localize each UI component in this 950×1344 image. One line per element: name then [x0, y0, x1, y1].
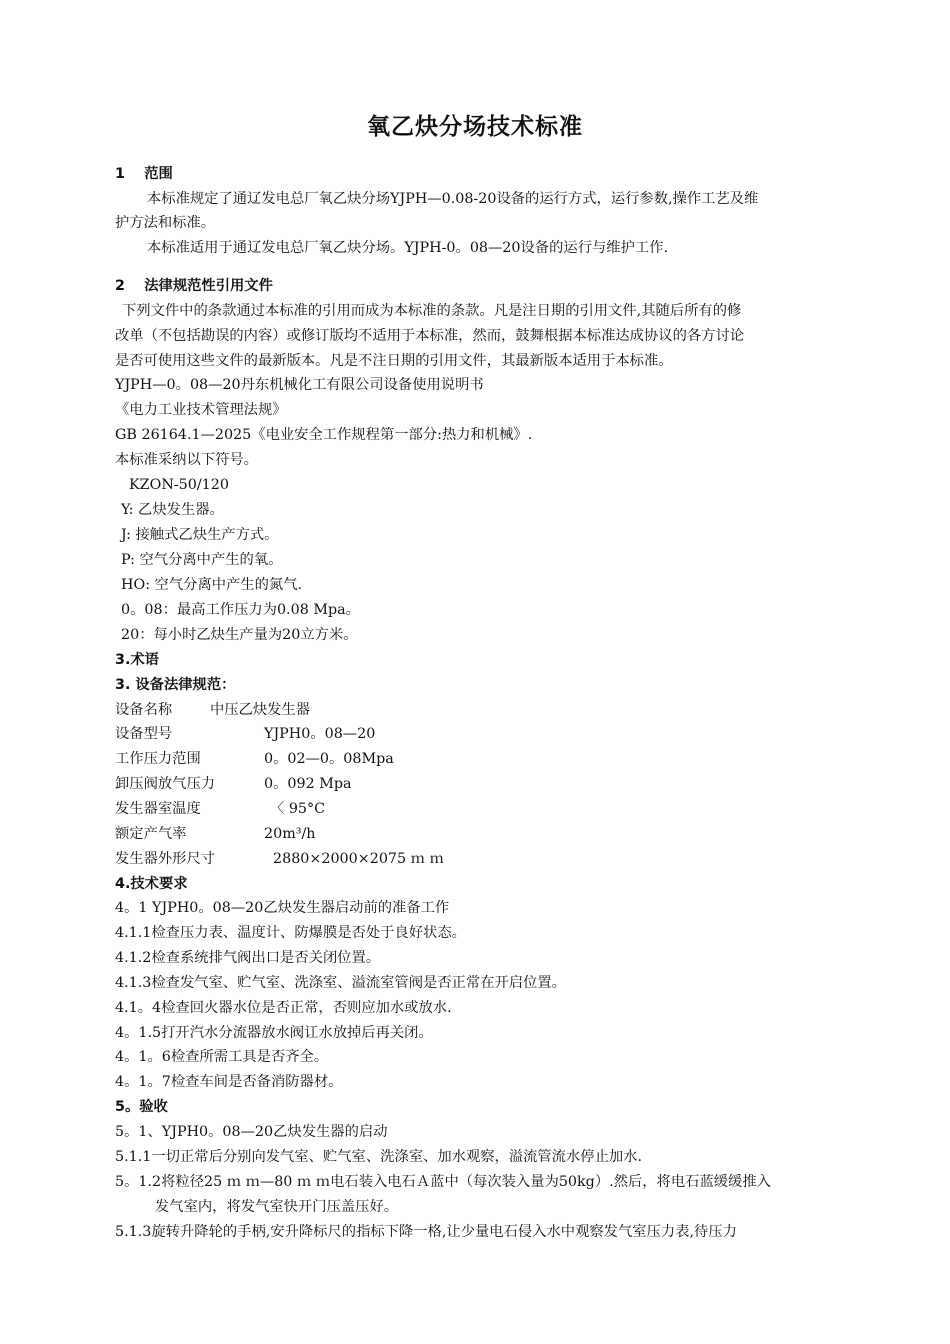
section-2-heading: 2 法律规范性引用文件: [115, 278, 273, 294]
requirement-item: 4。1。7检查车间是否备消防器材。: [115, 1074, 343, 1090]
acceptance-item-2: 5.1.1一切正常后分别向发气室、贮气室、洗涤室、加水观察，溢流管流水停止加水.: [115, 1149, 643, 1165]
spec-value: 2880×2000×2075 ｍ ｍ: [273, 851, 444, 867]
spec-row-pressure-range: [115, 747, 865, 772]
spec-value: 〈 95°C: [270, 801, 326, 817]
section-2-paragraph-line-2: 改单（不包括勘误的内容）或修订版均不适用于本标准，然而，鼓舞根据本标准达成协议的各方讨论: [115, 328, 745, 344]
spec-label: 发生器外形尺寸: [115, 851, 216, 867]
spec-row-name: [115, 698, 865, 723]
acceptance-item-4: 5.1.3旋转升降轮的手柄,安升降标尺的指标下降一格,让少量电石侵入水中观察发气室压力表,待压力: [115, 1224, 737, 1240]
symbol-008: 0。08：最高工作压力为0.08 Mpa。: [121, 602, 360, 618]
symbols-intro: 本标准采纳以下符号。: [115, 452, 258, 468]
acceptance-item-1: 5。1、YJPH0。08—20乙炔发生器的启动: [115, 1124, 388, 1140]
spec-label: 发生器室温度: [115, 801, 201, 817]
requirement-item: 4。1 YJPH0。08—20乙炔发生器启动前的准备工作: [115, 900, 450, 916]
section-5-heading: 5。验收: [115, 1099, 168, 1115]
spec-label: 额定产气率: [115, 826, 187, 842]
spec-row-room-temperature: [115, 797, 865, 822]
requirement-item: 4.1.1检查压力表、温度计、防爆膜是否处于良好状态。: [115, 925, 466, 941]
symbol-20: 20：每小时乙炔生产量为20立方米。: [121, 627, 358, 643]
spec-row-relief-pressure: [115, 772, 865, 797]
symbol-ho: HO: 空气分离中产生的氮气.: [121, 577, 303, 593]
section-1-paragraph-1-line-2: 护方法和标准。: [115, 215, 216, 231]
acceptance-item-3-line-2: 发气室内，将发气室快开门压盖压好。: [155, 1199, 399, 1215]
spec-row-model: [115, 722, 865, 747]
section-4-heading: 4.技术要求: [115, 876, 188, 892]
symbol-p: P: 空气分离中产生的氧。: [121, 552, 283, 568]
section-2-paragraph-line-1: 下列文件中的条款通过本标准的引用而成为本标准的条款。凡是注日期的引用文件,其随后所有的修: [122, 303, 742, 319]
section-1-paragraph-2: 本标准适用于通辽发电总厂氧乙炔分场。YJPH-0。08—20设备的运行与维护工作.: [147, 240, 669, 256]
spec-label: 工作压力范围: [115, 751, 201, 767]
spec-value: 20m³/h: [264, 826, 316, 842]
document-title: 氧乙炔分场技术标准: [367, 114, 583, 140]
spec-row-dimensions: [115, 847, 865, 872]
spec-label: 卸压阀放气压力: [115, 776, 216, 792]
symbol-model-code: KZON-50/120: [129, 477, 229, 493]
section-3-spec-heading: 3. 设备法律规范：: [115, 677, 236, 693]
reference-1: YJPH—0。08—20丹东机械化工有限公司设备使用说明书: [115, 377, 484, 393]
acceptance-item-3-line-1: 5。1.2将粒径25 ｍ ｍ—80 ｍ ｍ电石装入电石Ａ蓝中（每次装入量为50kg）.然后，将电石蓝缓缓推入: [115, 1174, 771, 1190]
spec-row-gas-rate: [115, 822, 865, 847]
requirement-item: 4.1。4检查回火器水位是否正常，否则应加水或放水.: [115, 1000, 452, 1016]
section-3-heading: 3.术语: [115, 652, 159, 668]
reference-2: 《电力工业技术管理法规》: [115, 402, 287, 418]
reference-3: GB 26164.1—2025《电业安全工作规程第一部分:热力和机械》.: [115, 427, 533, 443]
section-2-paragraph-line-3: 是否可使用这些文件的最新版本。凡是不注日期的引用文件，其最新版本适用于本标准。: [115, 353, 673, 369]
spec-value: YJPH0。08—20: [264, 726, 376, 742]
spec-value: 0。02—0。08Mpa: [264, 751, 394, 767]
spec-value: 0。092 Mpa: [264, 776, 352, 792]
symbol-j: J: 接触式乙炔生产方式。: [121, 527, 279, 543]
spec-label: 设备型号: [115, 726, 173, 742]
requirement-item: 4.1.3检查发气室、贮气室、洗涤室、溢流室管阀是否正常在开启位置。: [115, 975, 566, 991]
section-1-heading: 1 范围: [115, 166, 173, 182]
section-1-paragraph-1-line-1: 本标准规定了通辽发电总厂氧乙炔分场YJPH—0.08-20设备的运行方式，运行参数,操作工艺及维: [147, 191, 759, 207]
spec-value: 中压乙炔发生器: [210, 702, 311, 718]
symbol-y: Y: 乙炔发生器。: [121, 502, 224, 518]
requirement-item: 4。1。6检查所需工具是否齐全。: [115, 1049, 329, 1065]
requirement-item: 4.1.2检查系统排气阀出口是否关闭位置。: [115, 950, 381, 966]
requirement-item: 4。1.5打开汽水分流器放水阀讧水放掉后再关闭。: [115, 1025, 433, 1041]
spec-label: 设备名称: [115, 702, 173, 718]
